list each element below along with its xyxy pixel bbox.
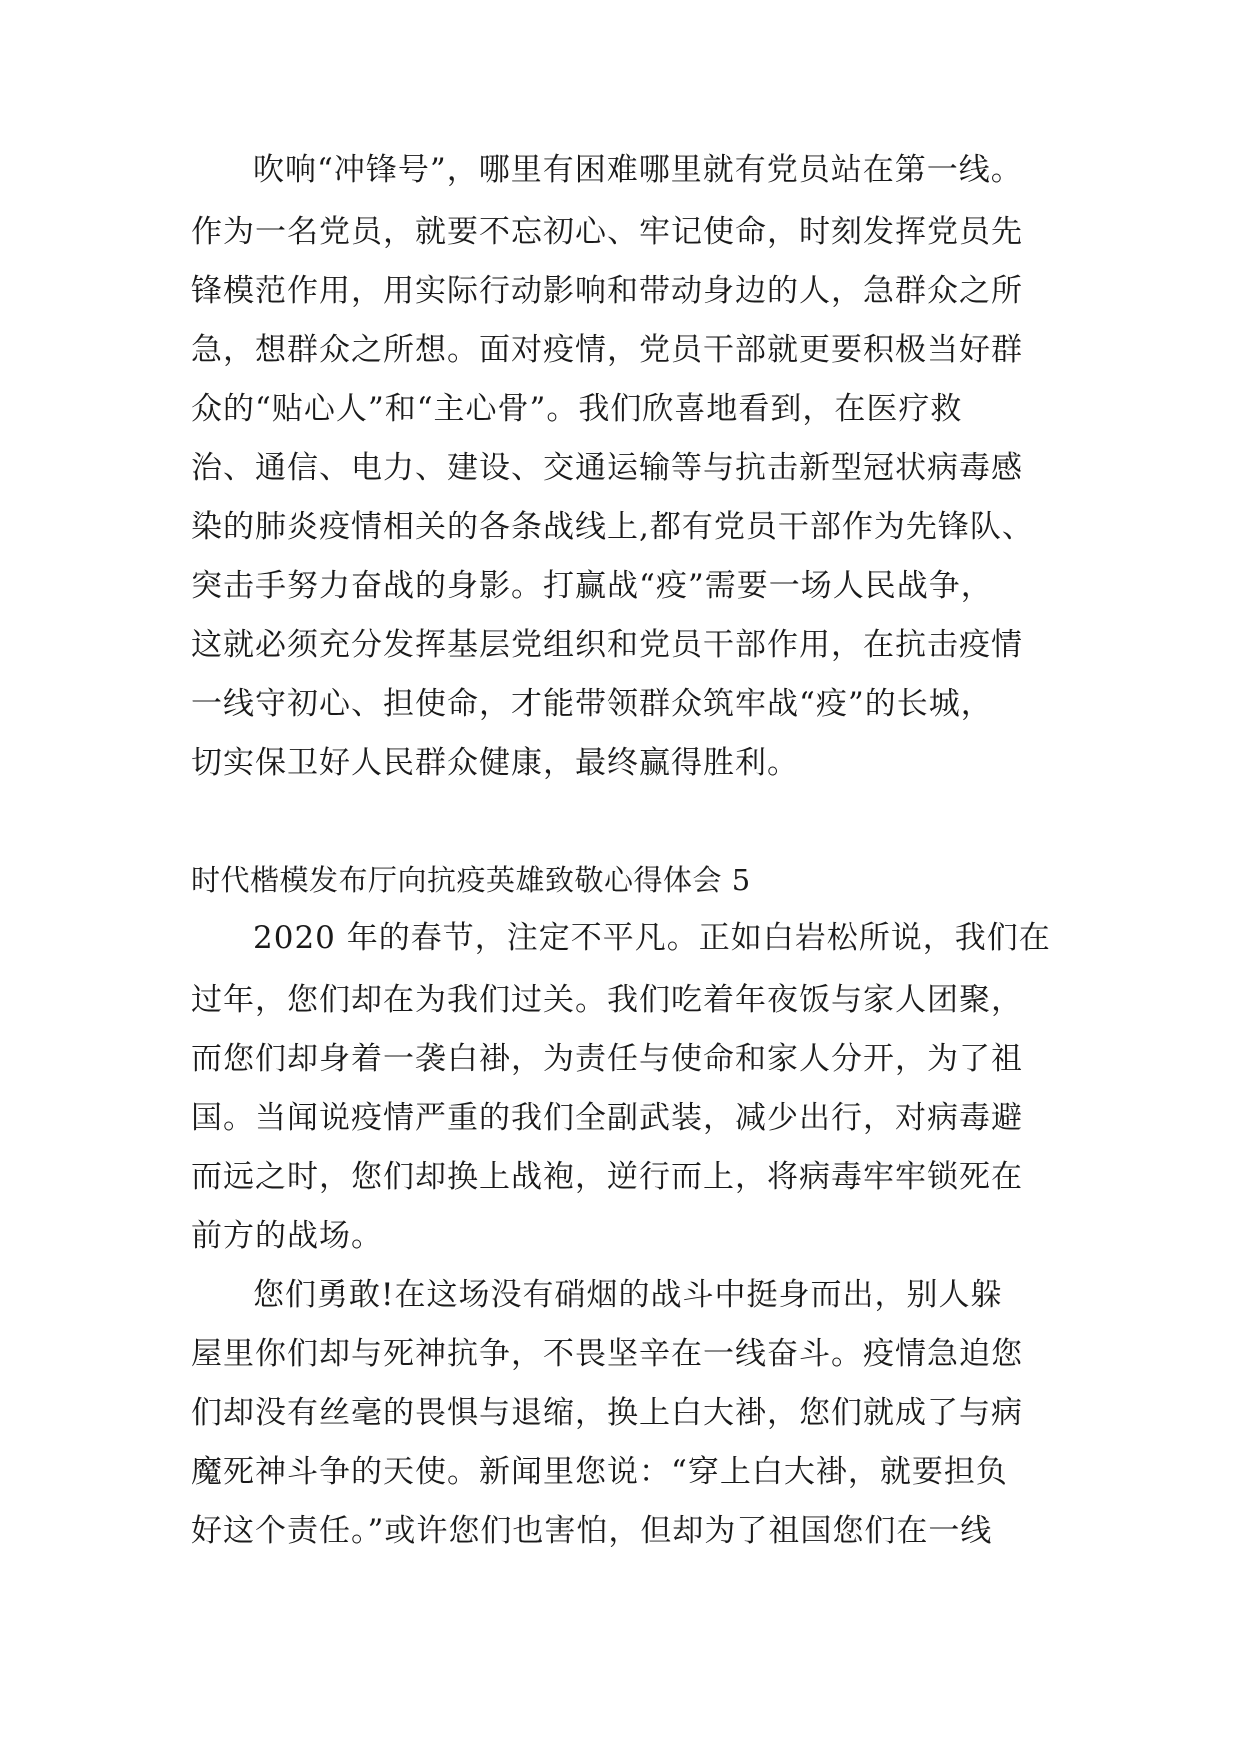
paragraph-line: 突击手努力奋战的身影。打赢战“疫”需要一场人民战争， [191, 568, 993, 604]
paragraph-line: 好这个责任。”或许您们也害怕，但却为了祖国您们在一线 [191, 1513, 993, 1549]
paragraph-line: 前方的战场。 [191, 1218, 383, 1254]
paragraph-line: 治、通信、电力、建设、交通运输等与抗击新型冠状病毒感 [191, 450, 1023, 486]
paragraph-line: 过年，您们却在为我们过关。我们吃着年夜饭与家人团聚， [191, 982, 1023, 1018]
paragraph-line: 锋模范作用，用实际行动影响和带动身边的人，急群众之所 [191, 273, 1023, 309]
paragraph-line: 这就必须充分发挥基层党组织和党员干部作用，在抗击疫情 [191, 627, 1023, 663]
paragraph-line: 众的“贴心人”和“主心骨”。我们欣喜地看到，在医疗救 [191, 391, 963, 427]
paragraph-line: 魔死神斗争的天使。新闻里您说：“穿上白大褂，就要担负 [191, 1454, 1008, 1490]
paragraph-line: 而远之时，您们却换上战袍，逆行而上，将病毒牢牢锁死在 [191, 1159, 1023, 1195]
section-heading: 时代楷模发布厅向抗疫英雄致敬心得体会 5 [191, 863, 751, 897]
paragraph-line: 吹响“冲锋号”，哪里有困难哪里就有党员站在第一线。 [253, 152, 1023, 188]
paragraph-line: 急，想群众之所想。面对疫情，党员干部就更要积极当好群 [191, 332, 1023, 368]
paragraph-line: 作为一名党员，就要不忘初心、牢记使命，时刻发挥党员先 [191, 214, 1023, 250]
paragraph-line: 屋里你们却与死神抗争，不畏坚辛在一线奋斗。疫情急迫您 [191, 1336, 1023, 1372]
paragraph-line: 您们勇敢!在这场没有硝烟的战斗中挺身而出，别人躲 [253, 1277, 1003, 1313]
paragraph-line: 而您们却身着一袭白褂，为责任与使命和家人分开，为了祖 [191, 1041, 1023, 1077]
paragraph-line: 2020 年的春节，注定不平凡。正如白岩松所说，我们在 [253, 920, 1051, 956]
paragraph-line: 国。当闻说疫情严重的我们全副武装，减少出行，对病毒避 [191, 1100, 1023, 1136]
paragraph-line: 染的肺炎疫情相关的各条战线上,都有党员干部作为先锋队、 [191, 509, 1034, 545]
paragraph-line: 一线守初心、担使命，才能带领群众筑牢战“疫”的长城， [191, 686, 993, 722]
paragraph-line: 们却没有丝毫的畏惧与退缩，换上白大褂，您们就成了与病 [191, 1395, 1023, 1431]
paragraph-line: 切实保卫好人民群众健康，最终赢得胜利。 [191, 745, 799, 781]
